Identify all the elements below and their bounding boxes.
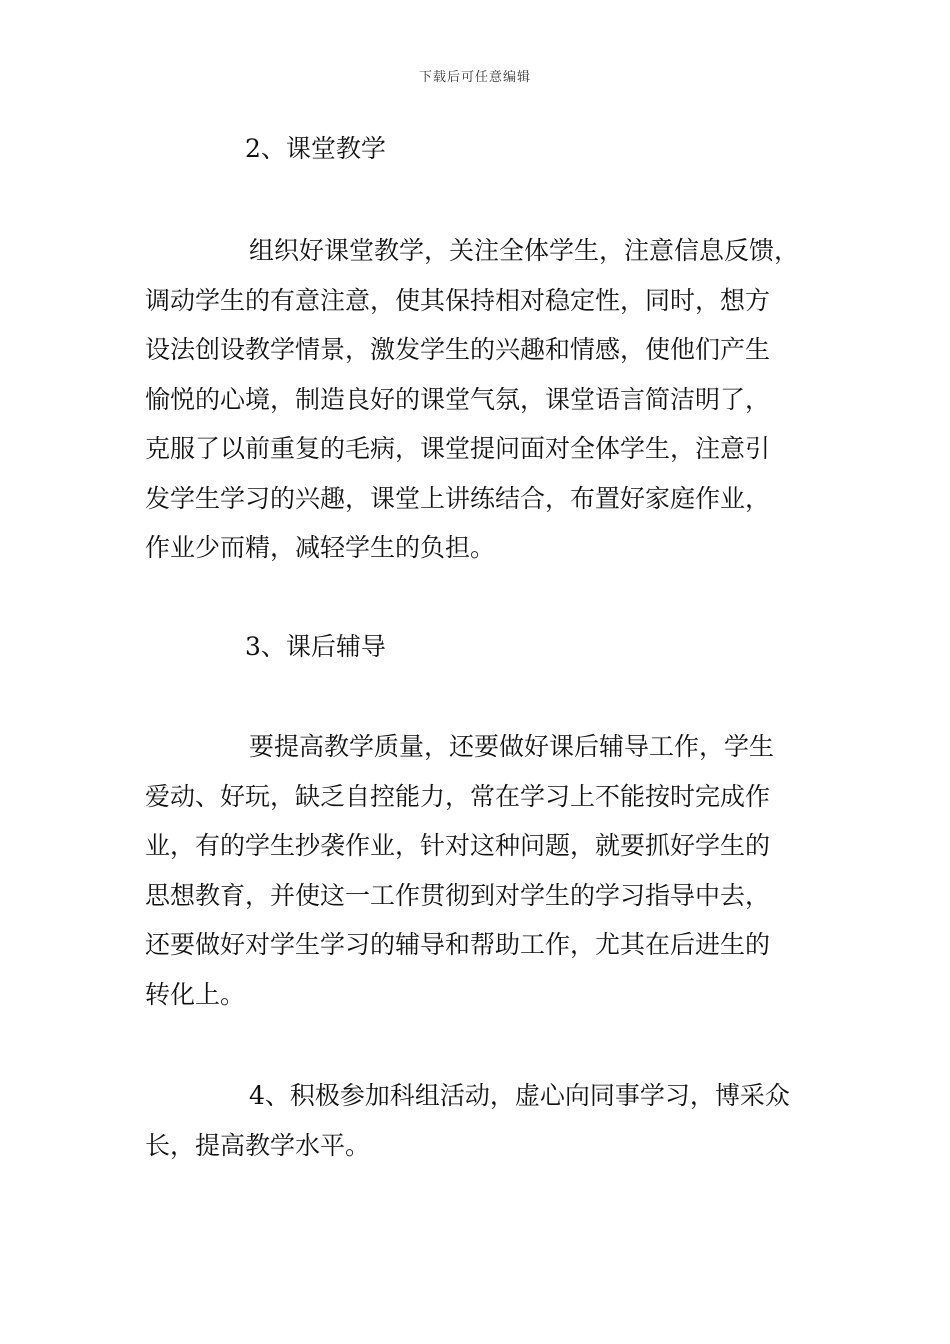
paragraph-line: 发学生学习的兴趣，课堂上讲练结合，布置好家庭作业， <box>145 483 771 513</box>
paragraph-line: 要提高教学质量，还要做好课后辅导工作，学生 <box>249 732 775 761</box>
paragraph-line: 业，有的学生抄袭作业，针对这种问题，就要抓好学生的 <box>145 831 771 860</box>
paragraph-line: 作业少而精，减轻学生的负担。 <box>145 533 496 562</box>
section-heading-classroom: 2、课堂教学 <box>245 134 386 163</box>
paragraph-subject-group-activities <box>145 1071 790 1170</box>
paragraph-after-class-tutoring <box>145 722 774 1019</box>
paragraph-line: 还要做好对学生学习的辅导和帮助工作，尤其在后进生的 <box>145 930 771 959</box>
paragraph-line: 调动学生的有意注意，使其保持相对稳定性，同时，想方 <box>145 285 771 315</box>
paragraph-line: 组织好课堂教学，关注全体学生，注意信息反馈， <box>249 236 800 265</box>
paragraph-classroom-teaching <box>145 226 799 573</box>
page-header: 下载后可任意编辑 <box>418 70 531 85</box>
paragraph-line: 4、积极参加科组活动，虚心向同事学习，博采众 <box>249 1081 790 1110</box>
paragraph-line: 爱动、好玩，缺乏自控能力，常在学习上不能按时完成作 <box>145 781 771 811</box>
paragraph-line: 长，提高教学水平。 <box>145 1130 371 1160</box>
paragraph-line: 愉悦的心境，制造良好的课堂气氛，课堂语言简洁明了， <box>145 384 771 414</box>
paragraph-line: 克服了以前重复的毛病，课堂提问面对全体学生，注意引 <box>145 434 771 463</box>
section-heading-after-class: 3、课后辅导 <box>245 632 386 661</box>
paragraph-line: 设法创设教学情景，激发学生的兴趣和情感，使他们产生 <box>145 335 771 364</box>
paragraph-line: 思想教育，并使这一工作贯彻到对学生的学习指导中去， <box>145 880 771 910</box>
paragraph-line: 转化上。 <box>145 979 246 1009</box>
